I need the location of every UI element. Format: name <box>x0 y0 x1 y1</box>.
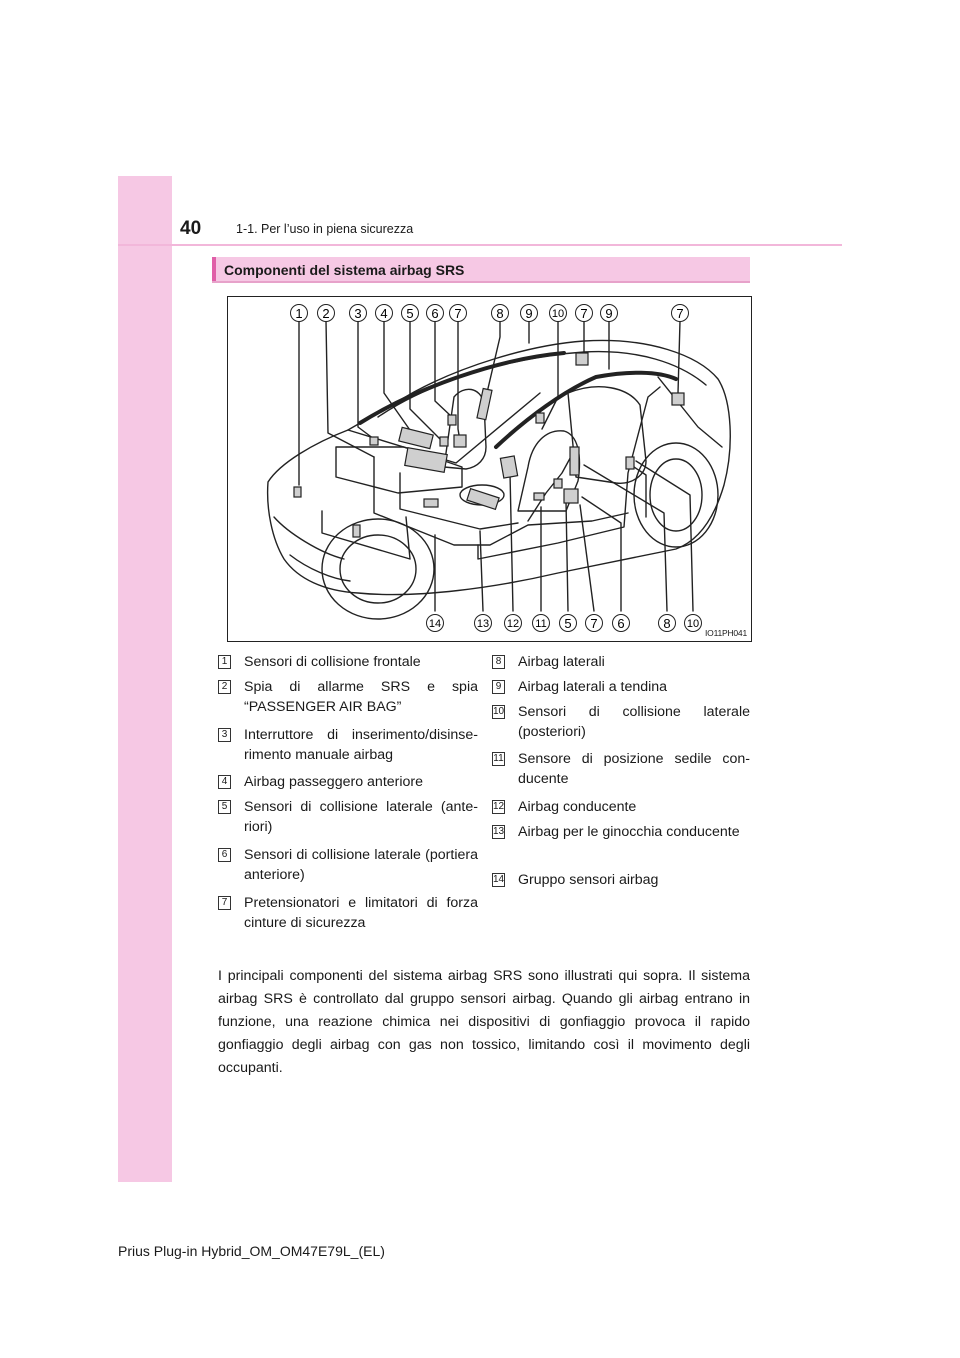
callout-top-7c <box>672 305 689 322</box>
legend-number-badge: 13 <box>493 826 505 837</box>
bottom-callouts <box>427 615 702 632</box>
legend-item-3 <box>218 725 478 765</box>
callout-bottom-14 <box>427 615 444 632</box>
svg-text:7: 7 <box>580 306 588 321</box>
legend-text: Airbag per le ginocchia conducente <box>518 824 740 840</box>
svg-text:11: 11 <box>535 618 547 630</box>
seatbelt-pretensioner-driver <box>564 489 578 503</box>
callout-top-4 <box>376 305 393 322</box>
page-number: 40 <box>180 218 202 239</box>
svg-text:3: 3 <box>354 306 362 321</box>
passenger-seat <box>444 389 486 469</box>
legend-item-4 <box>218 772 478 792</box>
legend-item-5 <box>218 797 478 837</box>
legend-number-badge: 11 <box>493 753 504 764</box>
legend-item-2 <box>218 677 478 717</box>
legend-number-badge: 10 <box>493 706 505 717</box>
callout-top-7b <box>576 305 593 322</box>
callout-top-6 <box>427 305 444 322</box>
legend-number-badge: 9 <box>492 680 505 694</box>
body-paragraph: I principali componenti del sistema airbag SRS sono illustrati qui sopra. Il sistema airbag SRS è controllato dal gruppo sensori airbag. Quando gli airbag entrano in funzione, una reazione chimica nei dispositivi di gonfiaggio provoca il rapido gonfiaggio degli airbag con gas non tossico, limitando così il movimento degli occupanti. <box>218 968 750 1076</box>
seatbelt-pretensioner-passenger <box>454 435 466 447</box>
callout-top-8 <box>492 305 509 322</box>
legend-text: Spia di allarme SRS e spia “PASSENGER AIR BAG” <box>244 679 478 715</box>
legend-item-1 <box>218 652 478 672</box>
legend-text: Airbag laterali a tendina <box>518 679 668 695</box>
rear-pretensioner-left <box>576 353 588 365</box>
legend-number-badge: 1 <box>218 655 231 669</box>
svg-text:2: 2 <box>322 306 330 321</box>
front-collision-sensor-right <box>353 525 360 537</box>
callout-top-3 <box>350 305 367 322</box>
callout-bottom-5 <box>560 615 577 632</box>
svg-text:9: 9 <box>605 306 613 321</box>
legend-text: Sensori di collisione laterale (anteriori) <box>244 799 478 835</box>
airbag-sensor-assembly <box>424 499 438 507</box>
callout-bottom-8 <box>659 615 676 632</box>
legend-item-11 <box>492 749 750 789</box>
legend-number-badge: 5 <box>218 800 231 814</box>
legend-number-badge: 14 <box>493 874 505 885</box>
side-collision-sensor-rear <box>536 413 544 423</box>
callout-bottom-13 <box>475 615 492 632</box>
passenger-front-airbag <box>399 427 433 448</box>
svg-text:8: 8 <box>496 306 504 321</box>
svg-text:7: 7 <box>590 616 598 631</box>
callout-bottom-10 <box>685 615 702 632</box>
legend-item-8 <box>492 652 750 672</box>
callout-bottom-11 <box>533 615 550 632</box>
legend-text: Airbag conducente <box>518 799 637 815</box>
manual-cutoff-switch <box>405 448 448 473</box>
legend-item-12 <box>492 797 750 817</box>
top-callouts <box>291 305 689 322</box>
callout-top-7 <box>450 305 467 322</box>
callout-top-2 <box>318 305 335 322</box>
legend-item-10 <box>492 702 750 742</box>
legend-text: Sensori di collisione laterale (posteriori) <box>518 704 750 740</box>
callout-bottom-6 <box>613 615 630 632</box>
srs-warning-light <box>370 437 378 445</box>
svg-text:1: 1 <box>295 306 303 321</box>
legend-text: Interruttore di inserimento/disinserimento manuale airbag <box>244 727 478 763</box>
svg-text:6: 6 <box>431 306 439 321</box>
section-heading <box>212 257 750 283</box>
svg-text:8: 8 <box>663 616 671 631</box>
svg-text:5: 5 <box>564 616 572 631</box>
rear-pretensioner-right <box>672 393 684 405</box>
legend-number-badge: 6 <box>218 848 231 862</box>
legend-text: Airbag laterali <box>518 654 605 670</box>
callout-top-9 <box>521 305 538 322</box>
front-wheel <box>322 519 434 619</box>
section-title: Componenti del sistema airbag SRS <box>224 262 465 278</box>
driver-side-airbag <box>570 447 579 475</box>
legend-item-7 <box>218 893 478 933</box>
airbag-components-figure <box>227 296 752 642</box>
svg-text:14: 14 <box>428 618 442 630</box>
side-collision-sensor-front-driver <box>554 479 562 488</box>
figure-code: IO11PH041 <box>705 628 747 638</box>
svg-text:13: 13 <box>476 618 490 630</box>
legend-item-14 <box>492 870 750 890</box>
chapter-title: 1-1. Per l’uso in piena sicurezza <box>236 222 414 236</box>
legend-number-badge: 12 <box>493 801 505 812</box>
seat-position-sensor <box>534 493 544 500</box>
legend-text: Gruppo sensori airbag <box>518 872 659 888</box>
svg-text:9: 9 <box>525 306 533 321</box>
rear-side-collision-sensor <box>626 457 634 469</box>
header-rule <box>118 244 842 246</box>
callout-top-9b <box>601 305 618 322</box>
legend-text: Sensori di collisione frontale <box>244 654 421 670</box>
legend-text: Sensori di collisione laterale (portiera anteriore) <box>244 847 478 883</box>
callout-top-1 <box>291 305 308 322</box>
side-color-band <box>118 176 172 1182</box>
car-illustration <box>228 297 753 643</box>
legend-item-6 <box>218 845 478 885</box>
legend-item-9 <box>492 677 750 697</box>
svg-text:7: 7 <box>454 306 462 321</box>
footer-model-code: Prius Plug-in Hybrid_OM_OM47E79L_(EL) <box>118 1243 385 1259</box>
legend-number-badge: 7 <box>218 896 231 910</box>
svg-text:6: 6 <box>617 616 625 631</box>
door-collision-sensor <box>448 415 456 425</box>
legend-number-badge: 2 <box>218 680 231 694</box>
callout-bottom-7 <box>586 615 603 632</box>
svg-text:10: 10 <box>686 618 700 630</box>
svg-text:7: 7 <box>676 306 684 321</box>
legend-text: Pretensionatori e limitatori di forza cinture di sicurezza <box>244 895 478 931</box>
legend-text: Sensore di posizione sedile conducente <box>518 751 750 787</box>
legend-text: Airbag passeggero anteriore <box>244 774 424 790</box>
driver-knee-airbag <box>467 489 499 510</box>
legend-number-badge: 3 <box>218 728 231 742</box>
side-collision-sensor-front <box>440 437 448 446</box>
svg-text:5: 5 <box>406 306 414 321</box>
driver-airbag <box>500 456 517 478</box>
svg-text:4: 4 <box>380 306 388 321</box>
callout-top-10 <box>550 305 567 322</box>
svg-text:12: 12 <box>506 618 520 630</box>
front-collision-sensor-left <box>294 487 301 497</box>
legend-number-badge: 4 <box>218 775 231 789</box>
legend-number-badge: 8 <box>492 655 505 669</box>
callout-top-5 <box>402 305 419 322</box>
svg-text:10: 10 <box>551 308 565 320</box>
callout-bottom-12 <box>505 615 522 632</box>
legend-item-13 <box>492 822 750 842</box>
